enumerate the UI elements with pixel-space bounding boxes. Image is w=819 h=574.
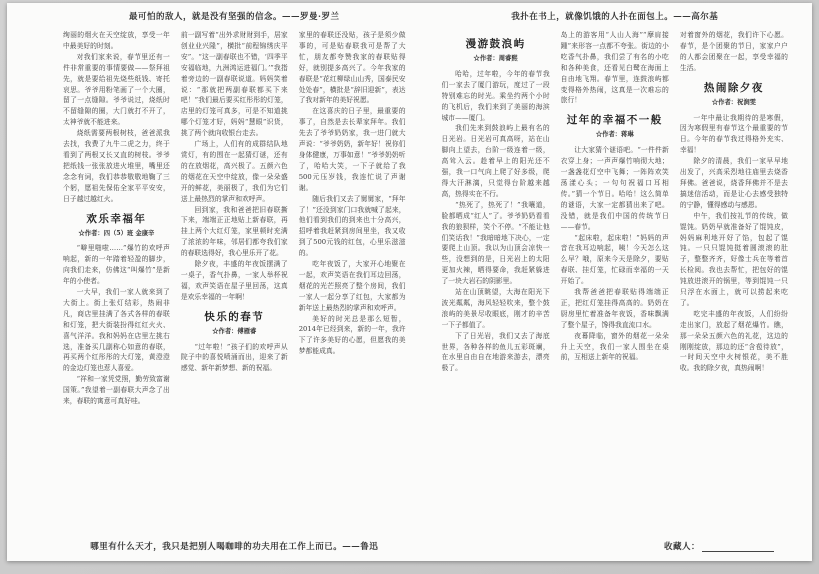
article-paragraph: 岛上的游客用“人山人海”“摩肩接踵”来形容一点都不夸张。街边的小吃香气扑鼻，我们尝了有名的小吃和各种美食，还看见白鹭在海面上自由地飞翔。春节里，连鼓浪屿都变得格外热闹，这真是一次难忘的旅行！: [560, 31, 669, 105]
article-paragraph: 烧纸需要两根树枝，爸爸派我去找，我费了九牛二虎之力，终于看到了两根又长又直的树枝。爷爷把纸钱一张张放进火堆里，嘴里还念念有词，我们恭恭敬敬地鞠了三个躬，愿祖先保佑全家平平安安，日子越过越红火。: [63, 129, 170, 203]
article-paragraph: “热死了，热死了！”我嚷道，脸都晒成“红人”了。爷爷奶奶看看我的狼狈样，笑个不停。“不能让他们笑话我！”我暗暗地下决心，一定要爬上山顶。我以为山顶会凉快一些，没想到的是，日光岩上的太阳更加火辣，晒得要命，我赶紧躲进了一块大岩石的阴影里。: [441, 200, 550, 286]
collector-label: 收藏人：: [663, 542, 700, 552]
right-page: [414, 3, 812, 561]
collector-blank-line: [702, 543, 774, 552]
article-paragraph: 下了日光岩，我们又去了海底世界，各种各样的鱼儿五彩斑斓，在水里自由自在地游来游去，漂亮极了。: [441, 331, 550, 373]
article-paragraph: “起床啦，起床啦！”妈妈的声音在我耳边响起，咦！今天怎么这么早？哦，原来今天是除夕，要贴春联、挂灯笼，忙碌而幸福的一天开始了。: [560, 233, 669, 286]
left-page-columns: [63, 28, 406, 534]
article-paragraph: “过年啦！”孩子们的欢呼声从院子中的喜悦喷涌而出，迎来了新感觉、新年新梦想、新的祝福。: [180, 342, 288, 373]
magazine-spread: [7, 3, 812, 561]
right-column-1: [442, 30, 550, 534]
article-paragraph: 一年中最让我期待的是寒假，因为寒假里有春节这个最重要的节日。今年的春节我过得格外充实、幸福！: [679, 113, 788, 155]
left-page: [7, 3, 414, 561]
article-paragraph: 吃完丰盛的年夜饭，人们纷纷走出家门，放起了烟花爆竹。瞧，那一朵朵五颜六色的礼花，这边的刚刚绽放，那边的还“含苞待放”，一时间天空中火树银花，美不胜收。我的除夕夜，真热闹啊！: [679, 309, 788, 373]
article-paragraph: 中午，我们按礼节的传统，做馄饨。奶奶早就准备好了馄饨皮，妈妈麻利地开好了馅，包起了馄饨。一只只馄饨挺着圆滚滚的肚子，整整齐齐，好像士兵在等着首长检阅。我也去帮忙，把包好的馄饨放进滚开的锅里，等到馄饨一只只浮在水面上，就可以捞起来吃了。: [679, 211, 788, 307]
article-paragraph: “噼里啪啦……”爆竹的欢呼声响起，新的一年踏着轻盈的脚步，向我们走来，仿佛这“叫爆竹”是新年的小使者。: [63, 244, 170, 286]
article-paragraph: 我帮爸爸把春联贴得端端正正，把红灯笼挂得高高的。奶奶在厨房里忙着准备年夜饭，香味飘满了整个屋子，馋得我直流口水。: [560, 288, 669, 329]
article-paragraph: 对着窗外的烟花，我们许下心愿。春节，是个团聚的节日，家家户户的人都会团聚在一起，享受幸福的生活。: [679, 31, 788, 72]
article-byline: ☆作者：周睿熙: [473, 55, 518, 62]
right-header-quote: 我扑在书上，就像饥饿的人扑在面包上。——高尔基: [511, 12, 719, 22]
article-title: 快乐的春节: [204, 310, 265, 323]
article-paragraph: 除夕夜，丰盛的年夜饭摆满了一桌子，香气扑鼻，一家人举杯祝福，欢声笑语在屋子里回荡，这真是欢乐幸福的一年啊！: [180, 260, 288, 301]
article-title: 过年的幸福不一般: [566, 114, 663, 127]
right-page-columns: [442, 28, 788, 534]
article-paragraph: 夜幕降临，窗外的烟花一朵朵升上天空，我们一家人围坐在桌前，互相送上新年的祝福。: [560, 331, 669, 362]
left-column-3: [299, 30, 406, 534]
article-title: 漫游鼓浪屿: [465, 38, 526, 50]
article-paragraph: 我们先来到鼓浪屿上最有名的日光岩。日光岩可真高呀，站在山脚向上望去，台阶一级连着一级，高耸入云。趁着早上的阳光还不强，我一口气向上爬了好多级，爬得大汗淋漓，只觉得台阶越来越高，热得实在不行。: [441, 124, 550, 198]
left-header-quote: 最可怕的敌人，就是没有坚强的信念。——罗曼·罗兰: [129, 12, 340, 22]
article-byline: ☆作者：蒋琳: [595, 131, 634, 139]
article-byline: ☆作者：四（5）班 金康辛: [78, 229, 155, 237]
article-paragraph: 一大早，我们一家人就来到了大街上。街上张灯结彩，热闹非凡，商店里挂满了各式各样的春联和灯笼，把大街装扮得红红火火、喜气洋洋。我和妈妈在店里左挑右选，准备买几副称心如意的春联，再买两个红彤彤的大灯笼，黄澄澄的金边灯笼也惹人喜爱。: [63, 288, 170, 373]
article-paragraph: 哈哈，过年啦，今年的春节我们一家去了厦门游玩，度过了一段特别难忘的时光。乘坐约两个小时的飞机后，我们来到了美丽的海滨城市——厦门。: [441, 69, 550, 122]
left-column-1: [63, 30, 170, 534]
article-paragraph: “祥和一家凭党照，勤劳致富谢国策。”我望着一副春联大声念了出来，春联的寓意可真好哇。: [63, 375, 170, 406]
article-byline: ☆作者：祝涧雯: [711, 98, 756, 106]
article-title: 欢乐幸福年: [86, 212, 147, 225]
article-paragraph: 让大家猜个谜语吧。“一件件新衣穿上身；一声声爆竹响彻大地；一盏盏花灯空中飞舞；一阵阵欢笑荡漾心头；一句句祝福口耳相传。”猜一个节日。哈哈！这么简单的谜语，大家一定都猜出来了吧。没错，就是我们中国的传统节日——春节。: [560, 146, 669, 231]
article-paragraph: 绚丽的烟火在天空绽放，享受一年中最美好的时刻。: [63, 31, 170, 50]
collector-footer: [442, 534, 788, 561]
article-paragraph: 广场上，人们有的成群结队地赏灯，有的围在一起猜灯谜，还有的在放烟花，高兴极了。五颜六色的烟花在天空中绽放，像一朵朵盛开的鲜花，美丽极了，我们为它们送上最热烈的掌声和欢呼声。: [180, 140, 288, 203]
left-column-2: [181, 30, 288, 534]
article-paragraph: 对我们家来说，春节里还有一件非常重要的事情要做——祭拜祖先，就是要给祖先烧些纸钱、寄托哀思。爷爷用粉笔画了一个大圈，留了一点缝隙。爷爷说过，烧纸时不留缝隙的圈，大门就打不开了，太神爷就不能进来。: [63, 52, 170, 127]
article-paragraph: 在这喜庆的日子里，最重要的事了，自然是去长辈家拜年。我们先去了爷爷奶奶家，我一进门就大声说：“爷爷奶奶，新年好！祝你们身体健康，万事如意！”爷爷奶奶听了，哈哈大笑，一下子就给了我500元压岁钱，我连忙说了声谢谢。: [298, 107, 406, 192]
right-column-2: [561, 30, 669, 534]
article-paragraph: 回到家，我和爸爸把旧春联撕下来，端端正正地贴上新春联，再挂上两个大红灯笼，家里顿时充满了浓浓的年味，邻居们都夸我们家的春联选得好，我心里乐开了花。: [180, 205, 288, 258]
right-column-3: [680, 30, 788, 534]
article-paragraph: 美好的时光总是那么短暂，2014年已经到来，新的一年，我许下了许多美好的心愿，但愿我的美梦都能成真。: [298, 314, 406, 356]
article-title: 热闹除夕夜: [703, 81, 764, 94]
article-paragraph: 随后我们又去了舅舅家，“拜年了！”还没到家门口我就喊了起来，他们看到我们的到来也十分高兴，招呼着我赶紧到房间里坐，我又收到了500元钱的红包，心里乐滋滋的。: [298, 194, 406, 258]
article-byline: ☆作者：傅雁睿: [212, 327, 257, 335]
article-paragraph: 除夕的清晨，我们一家早早地出发了，兴高采烈地往庙里去烧香拜佛。爸爸说，烧香拜佛并不是去搞迷信活动，而是让心去感受独特的宁静，懂得感动与感恩。: [679, 157, 788, 209]
article-paragraph: 家里的春联还没贴，孩子是须少做事的，可是贴春联我可是帮了大忙，朋友都夸赞我家的春联贴得好，就别提多高兴了。今年我家的春联是“花红柳绿山山秀，国泰民安处处春”，横批是“辞旧迎新”，表达了我对新年的美好祝愿。: [298, 31, 406, 105]
article-paragraph: 吃年夜饭了，大家开心地聚在一起，欢声笑语在我们耳边回荡，烟花的光芒照亮了整个房间，我们一家人一起分享了红包，大家都为新年送上最热烈的掌声和欢呼声。: [298, 260, 406, 312]
article-paragraph: 前一副写着“出外求财财到手，居家创业业兴隆”，横批“前程锦绣庆平安”。“这一副春联也不错，‘四季平安福临地，九洲鸿运进福门。’”我指着旁边的一副春联说道。妈妈笑着说：“那就把两副春联都买下来吧！”我们最后要买红彤彤的灯笼，店里的灯笼可真多，可是不知道挑哪个灯笼才好，妈妈“慧眼”识货，挑了两个就向收银台走去。: [180, 31, 288, 138]
left-footer-quote: 哪里有什么天才，我只是把别人喝咖啡的功夫用在工作上而已。——鲁迅: [90, 542, 379, 552]
article-paragraph: 站在山顶眺望，大海在阳光下波光粼粼，海风轻轻吹来，整个鼓浪屿的美景尽收眼底，刚才的辛苦一下子都值了。: [441, 288, 550, 329]
